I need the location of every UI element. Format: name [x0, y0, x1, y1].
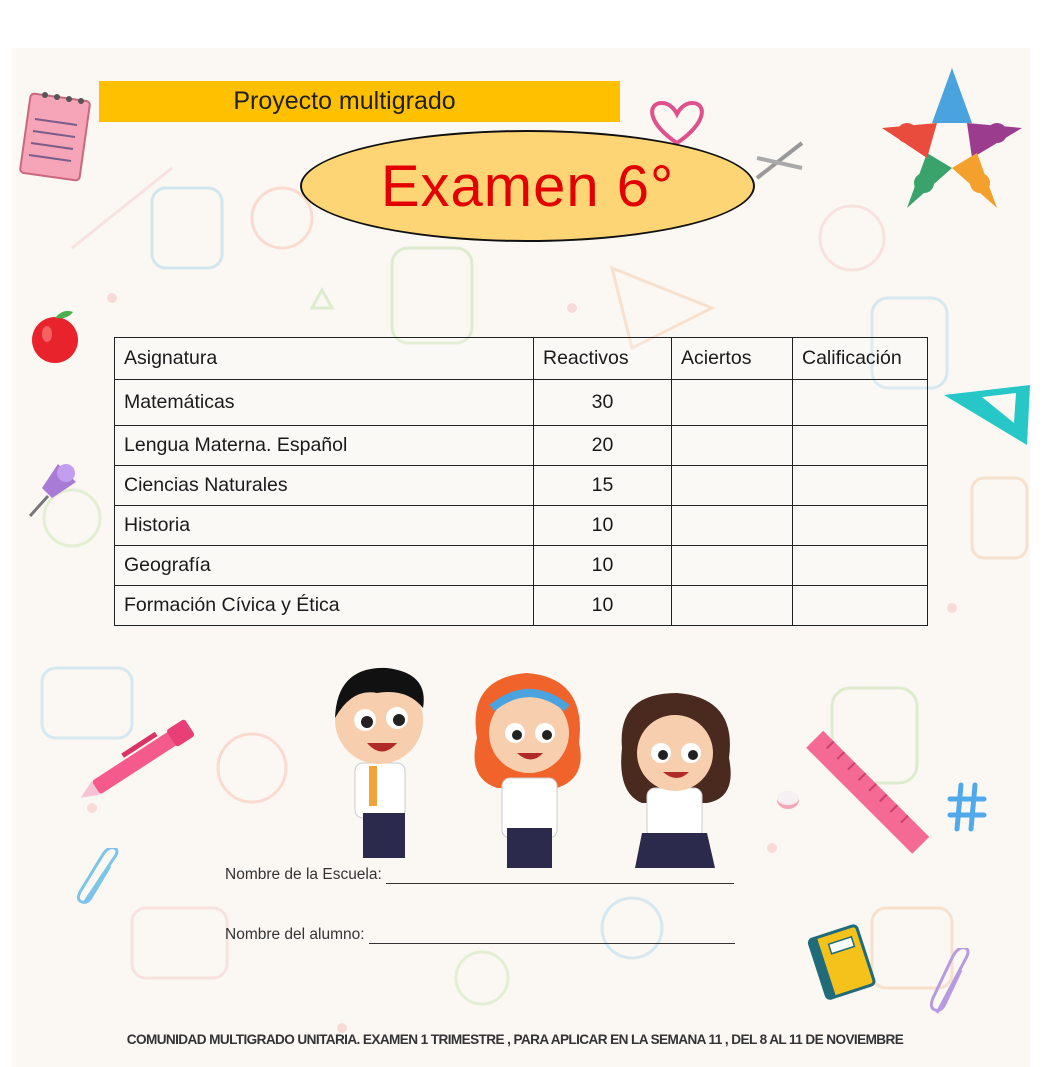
- grade-cell[interactable]: [793, 506, 928, 546]
- grade-cell[interactable]: [793, 466, 928, 506]
- grade-cell[interactable]: [793, 380, 928, 426]
- items-cell: 10: [534, 586, 672, 626]
- header-reactivos: Reactivos: [534, 338, 672, 380]
- hash-icon: [947, 781, 987, 833]
- set-square-icon: [942, 383, 1030, 453]
- notepad-icon: [17, 83, 97, 183]
- community-star-logo: [872, 63, 1030, 213]
- correct-cell[interactable]: [672, 466, 793, 506]
- header-aciertos: Aciertos: [672, 338, 793, 380]
- subject-cell: Lengua Materna. Español: [115, 426, 534, 466]
- apple-icon: [27, 306, 87, 366]
- subject-cell: Formación Cívica y Ética: [115, 586, 534, 626]
- correct-cell[interactable]: [672, 546, 793, 586]
- subject-cell: Historia: [115, 506, 534, 546]
- items-cell: 15: [534, 466, 672, 506]
- paperclip-icon: [927, 948, 977, 1018]
- table-row: [115, 506, 928, 546]
- correct-cell[interactable]: [672, 426, 793, 466]
- ruler-icon: [802, 728, 932, 858]
- school-name-blank[interactable]: [386, 867, 734, 884]
- subjects-table: [114, 337, 928, 626]
- items-cell: 10: [534, 506, 672, 546]
- student-name-label: Nombre del alumno:: [225, 926, 365, 943]
- table-row: [115, 380, 928, 426]
- header-calificacion: Calificación: [793, 338, 928, 380]
- pushpin-icon: [22, 458, 82, 523]
- scissors-icon: [747, 138, 807, 198]
- boy-figure: [335, 668, 424, 858]
- girl-darkhair-figure: [621, 693, 731, 868]
- pen-icon: [67, 708, 217, 808]
- grade-cell[interactable]: [793, 586, 928, 626]
- school-name-field[interactable]: [225, 866, 734, 884]
- subject-cell: Geografía: [115, 546, 534, 586]
- table-row: [115, 546, 928, 586]
- correct-cell[interactable]: [672, 380, 793, 426]
- items-cell: 30: [534, 380, 672, 426]
- exam-title-oval: [300, 130, 755, 242]
- subject-cell: Matemáticas: [115, 380, 534, 426]
- exam-title: Examen 6°: [380, 153, 675, 219]
- project-banner: [99, 81, 620, 122]
- project-banner-text: Proyecto multigrado: [233, 87, 456, 115]
- table-row: [115, 466, 928, 506]
- subject-cell: Ciencias Naturales: [115, 466, 534, 506]
- eraser-icon: [775, 788, 801, 812]
- footer-note: COMUNIDAD MULTIGRADO UNITARIA. EXAMEN 1 TRIMESTRE , PARA APLICAR EN LA SEMANA 11 , DEL 8 AL 11 DE NOVIEMBRE: [126, 1032, 904, 1047]
- correct-cell[interactable]: [672, 506, 793, 546]
- student-name-blank[interactable]: [369, 927, 735, 944]
- paperclip-icon: [74, 848, 124, 908]
- header-asignatura: Asignatura: [115, 338, 534, 380]
- table-header-row: [115, 338, 928, 380]
- table-row: [115, 586, 928, 626]
- student-name-field[interactable]: [225, 926, 735, 944]
- grade-cell[interactable]: [793, 546, 928, 586]
- exam-cover-page: [12, 48, 1030, 1067]
- children-illustration: [317, 648, 762, 868]
- book-icon: [807, 923, 877, 1003]
- grade-cell[interactable]: [793, 426, 928, 466]
- table-row: [115, 426, 928, 466]
- items-cell: 20: [534, 426, 672, 466]
- girl-redhead-figure: [475, 673, 581, 868]
- correct-cell[interactable]: [672, 586, 793, 626]
- items-cell: 10: [534, 546, 672, 586]
- school-name-label: Nombre de la Escuela:: [225, 866, 382, 883]
